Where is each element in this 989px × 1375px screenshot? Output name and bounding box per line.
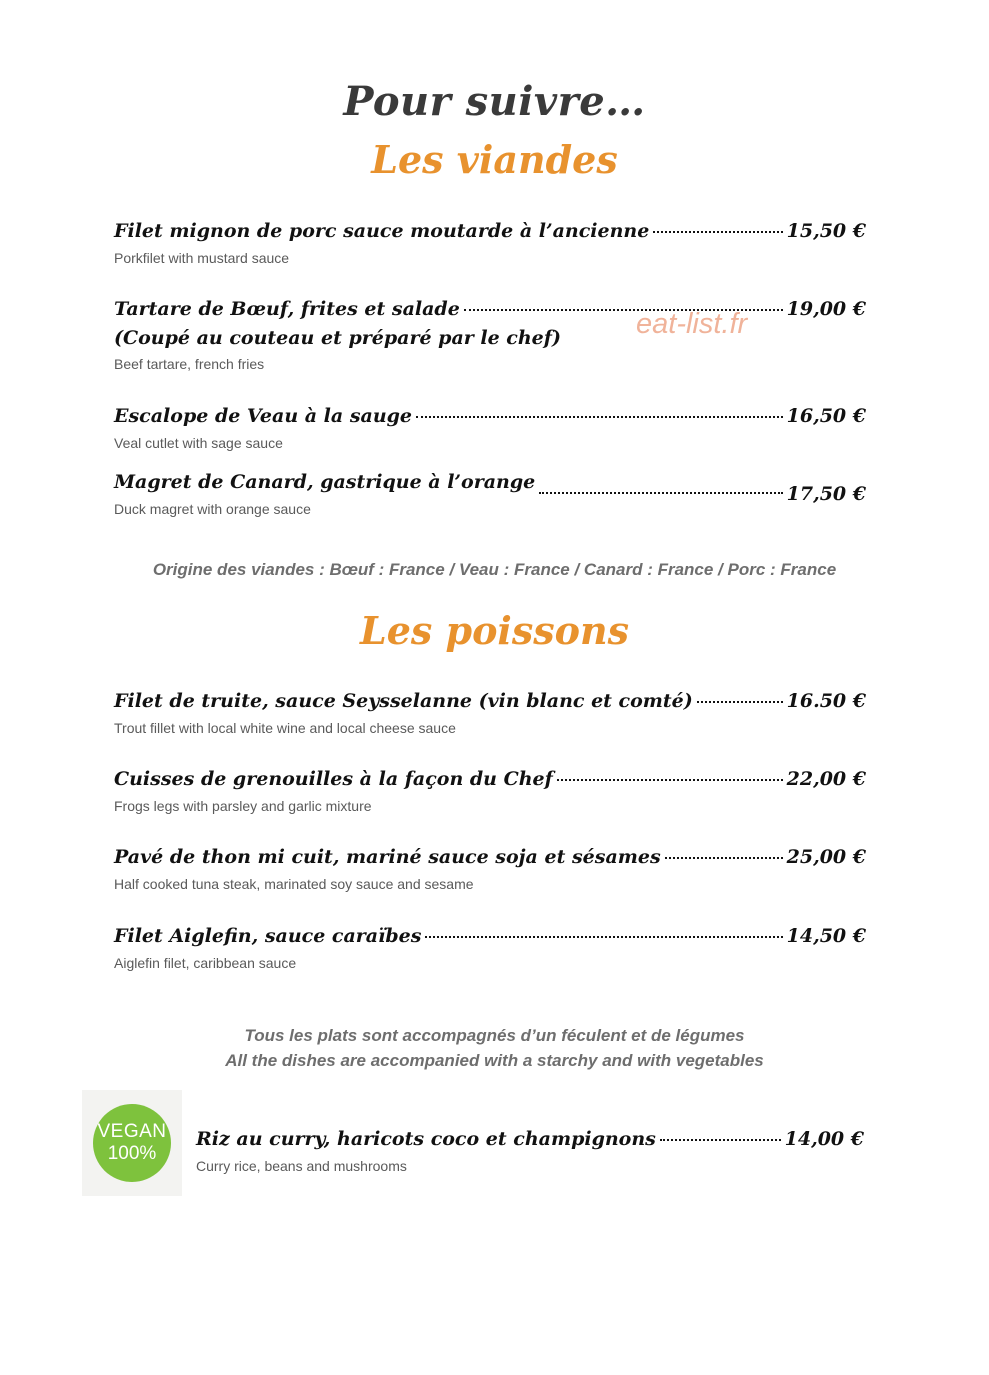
dot-leader (416, 415, 783, 418)
watermark: eat-list.fr (636, 308, 748, 340)
dish-name: Filet Aiglefin, sauce caraïbes (114, 925, 422, 947)
dish-description: Aiglefin filet, caribbean sauce (114, 955, 297, 971)
menu-item (114, 405, 866, 451)
dot-leader (653, 230, 782, 233)
menu-item (114, 298, 866, 372)
dish-price: 15,50 € (786, 220, 866, 242)
dot-leader (425, 935, 782, 938)
dish-name: Escalope de Veau à la sauge (114, 405, 413, 427)
dot-leader (539, 491, 782, 494)
vegan-circle (93, 1104, 171, 1182)
dish-description: Half cooked tuna steak, marinated soy sauce and sesame (114, 876, 474, 892)
vegan-badge-icon (82, 1090, 182, 1196)
menu-item (114, 846, 866, 892)
dish-price: 16.50 € (786, 690, 866, 712)
menu-item (114, 768, 866, 814)
dot-leader (697, 700, 783, 703)
dish-name: Tartare de Bœuf, frites et salade (114, 298, 460, 320)
dish-name: Filet de truite, sauce Seysselanne (vin blanc et comté) (114, 690, 693, 712)
meat-origin-note: Origine des viandes : Bœuf : France / Veau : France / Canard : France / Porc : France (152, 560, 837, 579)
dish-price: 16,50 € (786, 405, 866, 427)
dish-name: Pavé de thon mi cuit, mariné sauce soja et sésames (114, 846, 661, 868)
dish-price: 22,00 € (786, 768, 866, 790)
menu-item (114, 220, 866, 266)
dish-description: Frogs legs with parsley and garlic mixture (114, 798, 372, 814)
dish-price: 14,00 € (784, 1128, 864, 1150)
dish-description: Trout fillet with local white wine and local cheese sauce (114, 720, 456, 736)
dish-name: Magret de Canard, gastrique à l’orange (114, 471, 536, 493)
dish-price: 17,50 € (786, 483, 866, 505)
accompaniment-note-en: All the dishes are accompanied with a starchy and with vegetables (225, 1051, 764, 1070)
accompaniment-note (0, 1023, 989, 1073)
dish-price: 14,50 € (786, 925, 866, 947)
menu-item (114, 471, 866, 517)
section-title-fish: Les poissons (359, 608, 630, 653)
vegan-percent: 100% (107, 1143, 157, 1164)
dish-name: Cuisses de grenouilles à la façon du Chef (114, 768, 553, 790)
dish-description: Duck magret with orange sauce (114, 501, 311, 517)
dish-description: Veal cutlet with sage sauce (114, 435, 283, 451)
dish-subtitle: (Coupé au couteau et préparé par le chef) (114, 327, 561, 349)
dish-price: 19,00 € (786, 298, 866, 320)
dish-price: 25,00 € (786, 846, 866, 868)
accompaniment-note-fr: Tous les plats sont accompagnés d’un féculent et de légumes (244, 1026, 745, 1045)
dish-description: Porkfilet with mustard sauce (114, 250, 290, 266)
dish-name: Riz au curry, haricots coco et champignons (196, 1128, 656, 1150)
page-title: Pour suivre… (343, 78, 646, 125)
menu-item-vegan (196, 1128, 864, 1174)
dot-leader (665, 856, 783, 859)
menu-item (114, 690, 866, 736)
menu-item (114, 925, 866, 971)
dot-leader (557, 778, 783, 781)
section-title-meats: Les viandes (371, 137, 618, 182)
dish-name: Filet mignon de porc sauce moutarde à l’ancienne (114, 220, 650, 242)
dish-description: Curry rice, beans and mushrooms (196, 1158, 407, 1174)
dish-description: Beef tartare, french fries (114, 356, 265, 372)
vegan-label: VEGAN (97, 1121, 167, 1142)
dot-leader (660, 1138, 781, 1141)
